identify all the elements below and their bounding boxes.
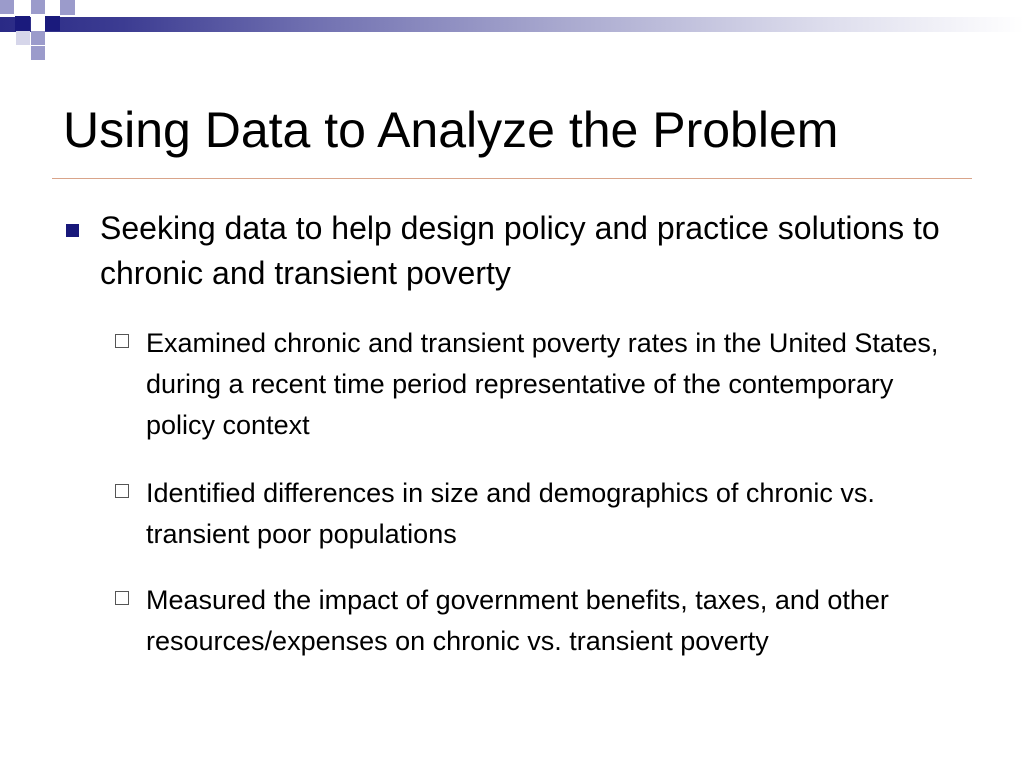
decor-square bbox=[31, 0, 45, 14]
sub-bullet-text: Measured the impact of government benefits, taxes, and other resources/expenses on chronic vs. transient poverty bbox=[146, 585, 889, 656]
decor-square bbox=[16, 31, 30, 45]
decor-square bbox=[45, 16, 60, 31]
square-bullet-icon bbox=[66, 224, 79, 237]
decor-square bbox=[31, 46, 45, 60]
decor-square bbox=[15, 16, 30, 31]
header-gradient-bar bbox=[0, 17, 1024, 32]
decor-square bbox=[60, 0, 75, 15]
hollow-square-bullet-icon bbox=[115, 484, 129, 498]
decor-square bbox=[0, 0, 14, 14]
decor-square bbox=[31, 31, 45, 45]
slide-title: Using Data to Analyze the Problem bbox=[63, 102, 839, 158]
decor-square bbox=[31, 16, 45, 31]
sub-bullet-text: Identified differences in size and demographics of chronic vs. transient poor populations bbox=[146, 478, 875, 549]
main-bullet-text: Seeking data to help design policy and practice solutions to chronic and transient poverty bbox=[100, 210, 940, 291]
title-divider bbox=[52, 178, 972, 179]
sub-bullet-text: Examined chronic and transient poverty rates in the United States, during a recent time period representative of the contemporary policy context bbox=[146, 328, 939, 440]
hollow-square-bullet-icon bbox=[115, 334, 129, 348]
hollow-square-bullet-icon bbox=[115, 591, 129, 605]
